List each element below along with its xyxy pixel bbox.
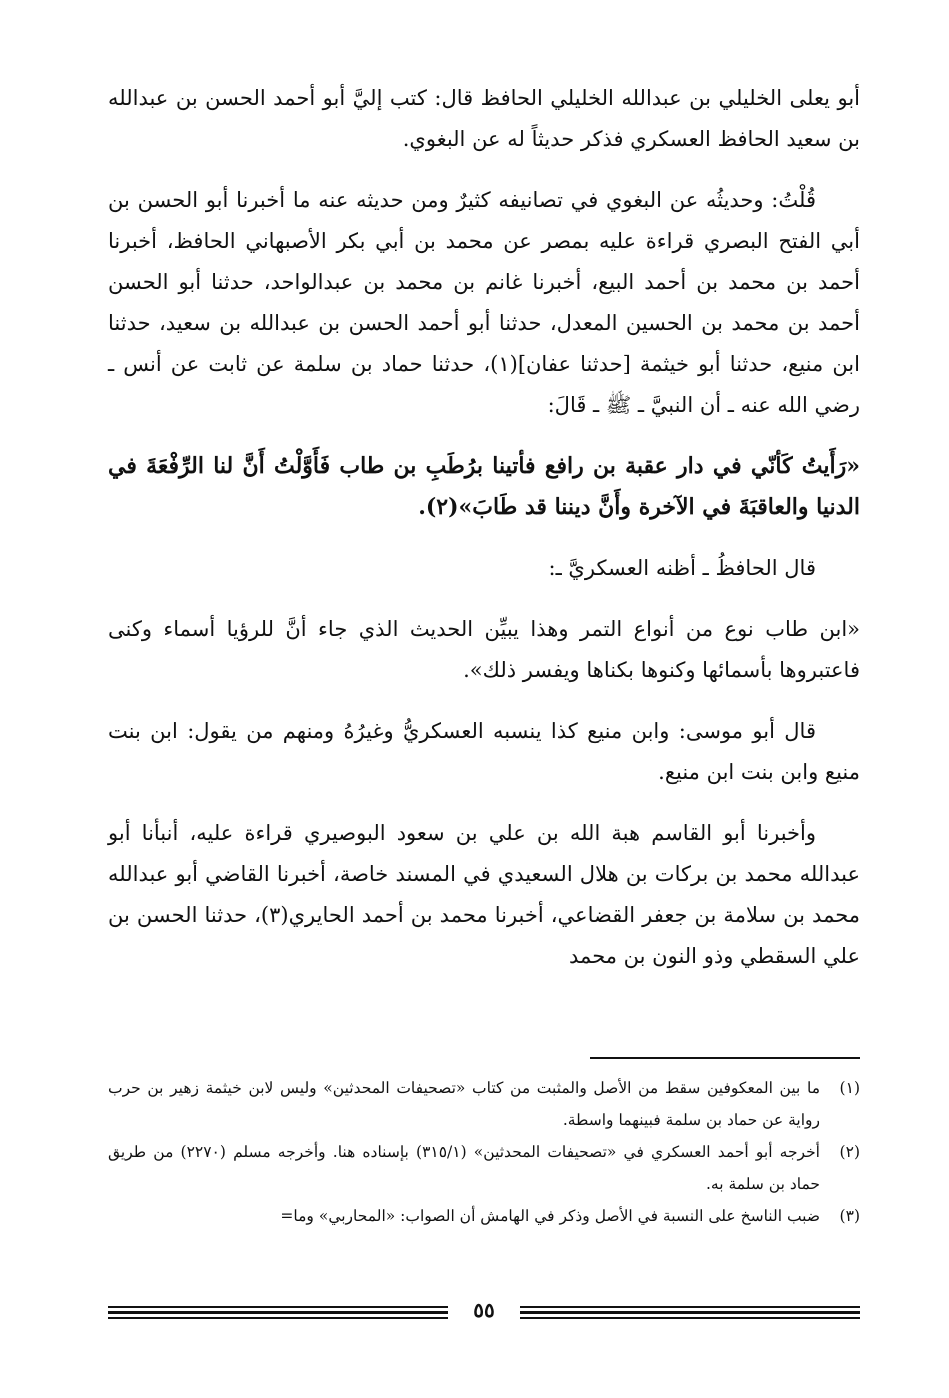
page-footer <box>108 1298 860 1328</box>
footnote-2-text: أخرجه أبو أحمد العسكري في «تصحيفات المحدثين» (٣١٥/١) بإسناده هنا. وأخرجه مسلم (٢٢٧٠) من طريق حماد بن سلمة به. <box>108 1143 820 1193</box>
paragraph-3: قال الحافظُ ـ أظنه العسكريَّ ـ: <box>548 556 816 580</box>
footnote-3 <box>108 1200 860 1232</box>
page-number: ٥٥ <box>473 1298 495 1322</box>
footnote-2 <box>108 1136 860 1200</box>
footnote-1-text: ما بين المعكوفين سقط من الأصل والمثبت من كتاب «تصحيفات المحدثين» وليس لابن خيثمة زهير بن حرب رواية عن حماد بن سلمة فبينهما واسطة. <box>108 1079 820 1129</box>
footnotes <box>108 1072 860 1232</box>
paragraph-1: أبو يعلى الخليلي بن عبدالله الخليلي الحافظ قال: كتب إليَّ أبو أحمد الحسن بن عبدالله بن سعيد الحافظ العسكري فذكر حديثاً له عن البغوي. <box>108 86 860 151</box>
paragraph-4: «ابن طاب نوع من أنواع التمر وهذا يبيِّن الحديث الذي جاء أنَّ للرؤيا أسماء وكنى فاعتبروها بأسمائها وكنوها بكناها ويفسر ذلك». <box>108 617 860 682</box>
paragraph-5: قال أبو موسى: وابن منيع كذا ينسبه العسكريُّ وغيرُهُ ومنهم من يقول: ابن بنت منيع وابن بنت ابن منيع. <box>108 719 860 784</box>
footnote-2-number: (٢) <box>839 1143 860 1161</box>
paragraph-6: وأخبرنا أبو القاسم هبة الله بن علي بن سعود البوصيري قراءة عليه، أنبأنا أبو عبدالله محمد بن بركات بن هلال السعيدي في المسند خاصة، أخبرنا القاضي أبو عبدالله محمد بن سلامة بن جعفر القضاعي، أخبرنا محمد بن أحمد الحايري(٣)، حدثنا الحسن بن علي السقطي وذو النون بن محمد <box>108 821 861 968</box>
hadith-text: «رَأَيتُ كَأنّي في دار عقبة بن رافع فأتينا برُطَبِ بن طاب فَأَوَّلْتُ أَنَّ لنا الرِّفْعَةَ في الدنيا والعاقبَةَ في الآخرة وأَنَّ ديننا قد طَابَ»(٢). <box>108 453 860 520</box>
footnote-separator <box>590 1057 860 1059</box>
footer-rule-right <box>520 1306 860 1322</box>
page-body <box>108 78 860 977</box>
footer-rule-left <box>108 1306 448 1322</box>
footnote-1 <box>108 1072 860 1136</box>
footnote-1-number: (١) <box>839 1079 860 1097</box>
paragraph-2: قُلْتُ: وحديثُه عن البغوي في تصانيفه كثيرٌ ومن حديثه عنه ما أخبرنا أبو الحسن بن أبي الفتح البصري قراءة عليه بمصر عن محمد بن أبي بكر الأصبهاني الحافظ، أخبرنا أحمد بن محمد بن أحمد البيع، أخبرنا غانم بن محمد بن عبدالواحد، حدثنا أبو الحسن أحمد بن محمد بن الحسين المعدل، حدثنا أبو أحمد الحسن بن عبدالله بن سعيد، حدثنا ابن منيع، حدثنا أبو خيثمة [حدثنا عفان](١)، حدثنا حماد بن سلمة عن ثابت عن أنس ـ رضي الله عنه ـ أن النبيَّ ـ ﷺ ـ قَالَ: <box>108 188 860 417</box>
footnote-3-number: (٣) <box>839 1207 860 1225</box>
footnote-3-text: ضبب الناسخ على النسبة في الأصل وذكر في الهامش أن الصواب: «المحاربي» وما= <box>280 1207 820 1225</box>
